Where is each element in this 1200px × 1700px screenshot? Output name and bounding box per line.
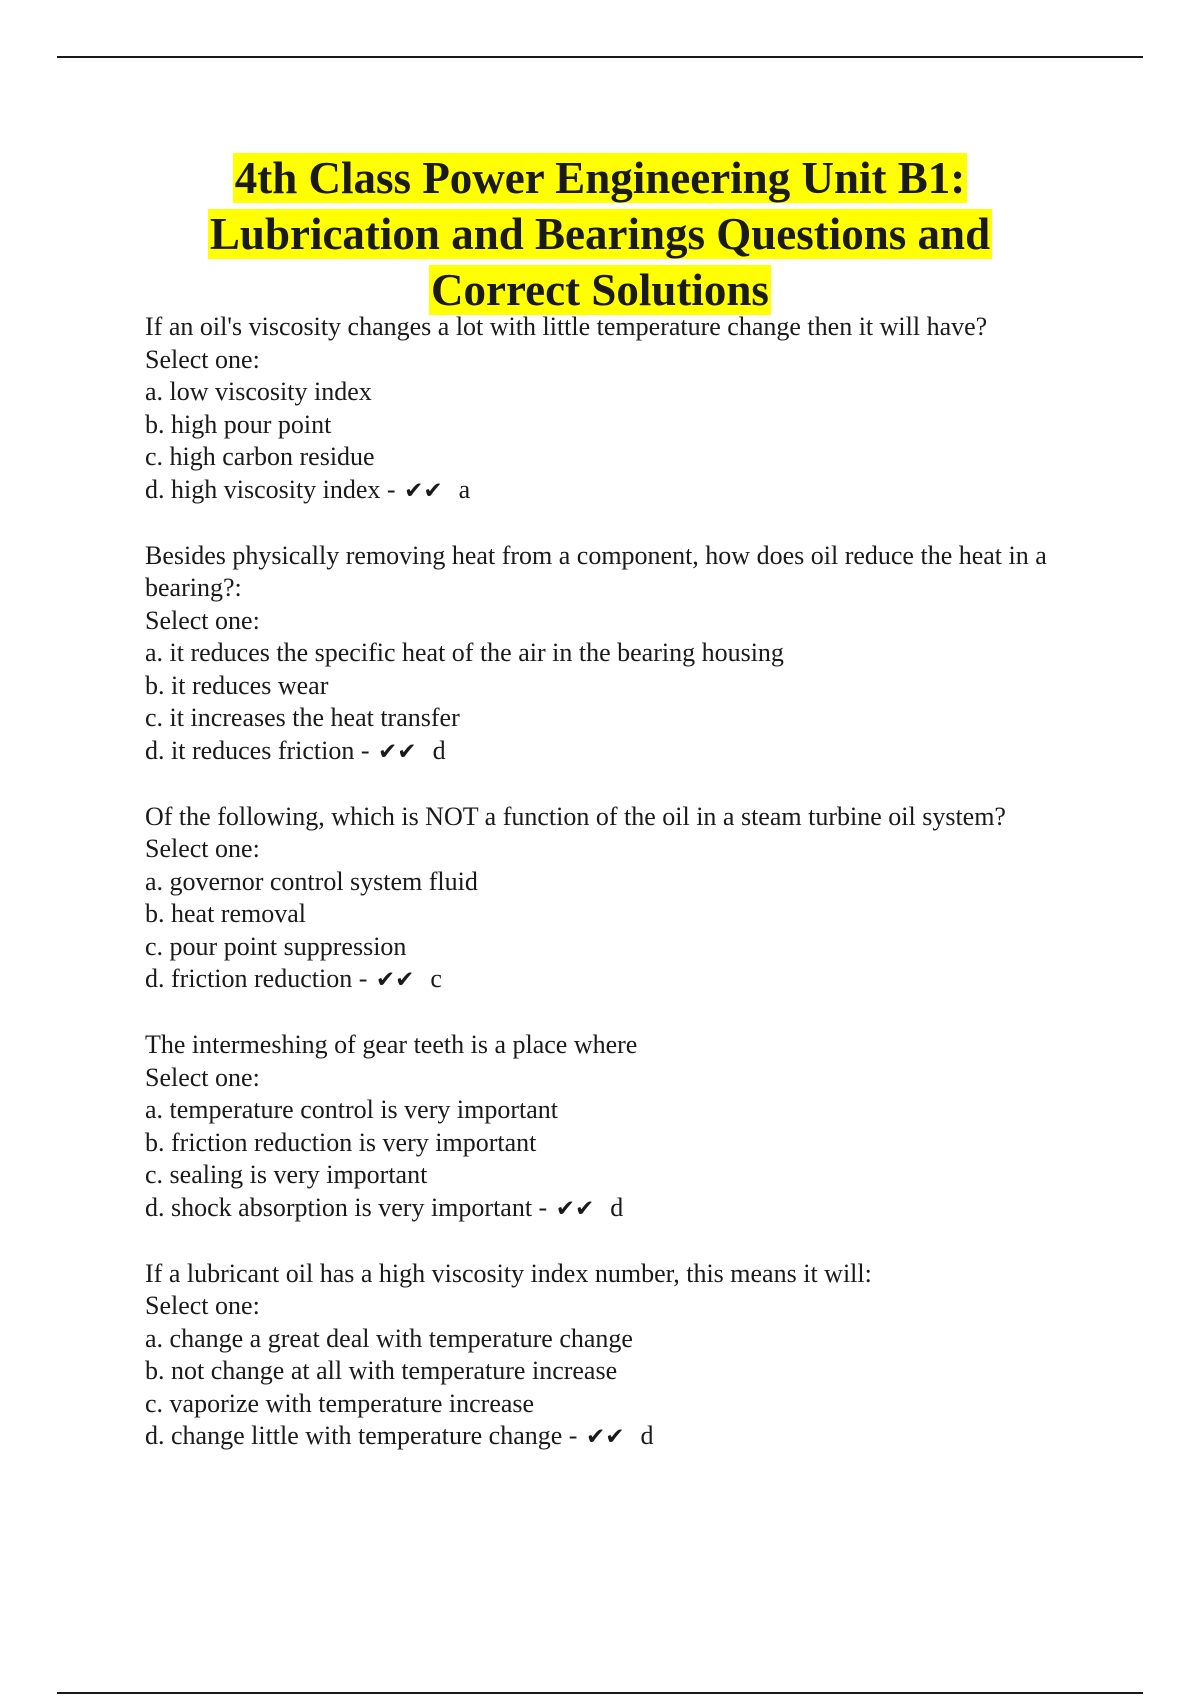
option-d-with-answer [145,1420,1095,1454]
question-block [145,1029,1095,1225]
checkmark-icon: ✔✔ [555,1195,595,1222]
select-one-label: Select one: [145,1062,260,1092]
correct-answer: c [430,964,442,993]
option-d-with-answer [145,963,1095,997]
option-d-with-answer [145,474,1095,508]
select-one-label: Select one: [145,344,260,374]
option-d: d. high viscosity index - [145,474,396,504]
correct-answer: a [458,474,471,504]
option-b: b. friction reduction is very important [145,1127,537,1157]
select-one-label: Select one: [145,834,260,863]
correct-answer: d [640,1421,654,1450]
title-line: Lubrication and Bearings Questions and [209,209,991,259]
option-b: b. heat removal [145,899,306,928]
option-a: a. governor control system fluid [145,866,478,896]
option-c: c. sealing is very important [145,1160,428,1189]
question-text: If a lubricant oil has a high viscosity index number, this means it will: [145,1258,872,1288]
option-c: c. it increases the heat transfer [145,703,460,732]
checkmark-icon: ✔✔ [378,738,417,765]
checkmark-icon: ✔✔ [585,1424,625,1450]
option-d: d. change little with temperature change - [145,1421,578,1450]
select-one-label: Select one: [145,1291,260,1320]
option-b: b. high pour point [145,409,332,439]
option-c: c. high carbon residue [145,442,375,471]
option-d: d. shock absorption is very important - [145,1192,548,1222]
option-d-with-answer [145,735,1095,769]
bottom-divider [57,1692,1143,1694]
option-c: c. vaporize with temperature increase [145,1388,535,1418]
option-d: d. it reduces friction - [145,735,370,765]
question-block [145,801,1095,997]
option-a: a. it reduces the specific heat of the air in the bearing housing [145,638,784,667]
correct-answer: d [610,1192,624,1222]
title-line: 4th Class Power Engineering Unit B1: [234,153,966,203]
option-c: c. pour point suppression [145,931,407,961]
option-b: b. not change at all with temperature increase [145,1356,618,1385]
question-block [145,540,1095,769]
option-d-with-answer [145,1192,1095,1226]
document-title [60,150,1140,318]
checkmark-icon: ✔✔ [404,477,443,504]
option-b: b. it reduces wear [145,670,329,700]
option-a: a. low viscosity index [145,377,372,406]
select-one-label: Select one: [145,605,260,635]
question-block [145,311,1095,507]
correct-answer: d [432,735,446,765]
checkmark-icon: ✔✔ [375,967,415,993]
option-d: d. friction reduction - [145,964,368,993]
question-text: Besides physically removing heat from a component, how does oil reduce the heat in a bearing?: [145,540,1047,602]
question-block [145,1258,1095,1454]
top-divider [57,56,1143,58]
title-line: Correct Solutions [431,265,769,315]
question-text: If an oil's viscosity changes a lot with little temperature change then it will have? [145,312,988,341]
option-a: a. temperature control is very important [145,1095,558,1124]
question-text: The intermeshing of gear teeth is a place where [145,1030,638,1059]
question-list [145,311,1095,1486]
question-text: Of the following, which is NOT a function of the oil in a steam turbine oil system? [145,801,1006,831]
option-a: a. change a great deal with temperature change [145,1323,633,1353]
